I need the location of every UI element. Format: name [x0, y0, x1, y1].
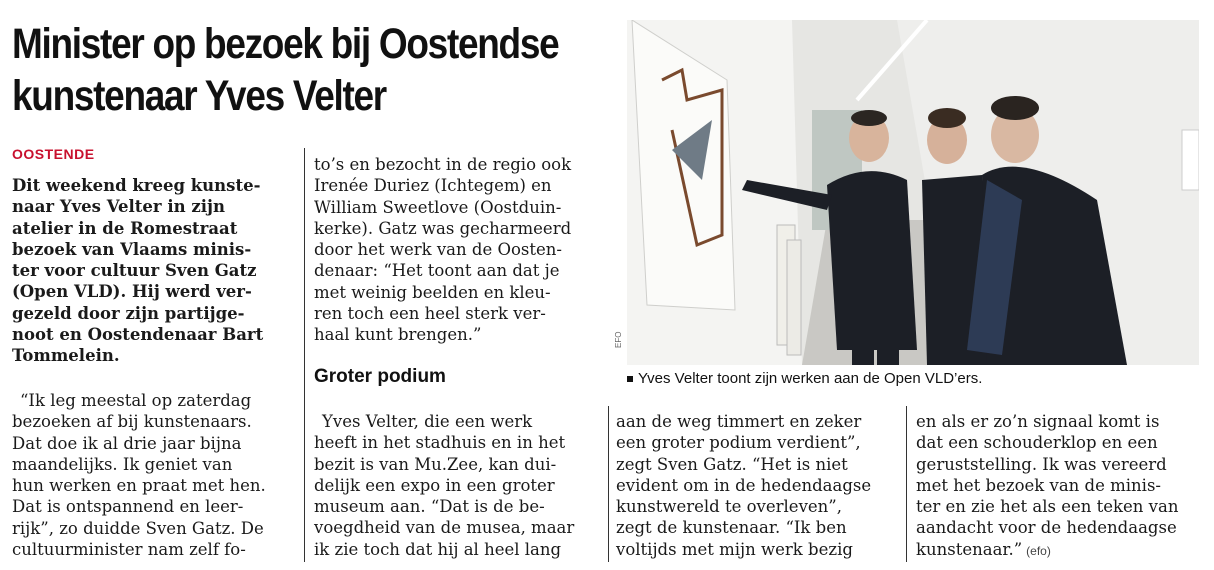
body-line: kunstwereld te overleven”,	[616, 497, 842, 517]
body-line: en als er zo’n signaal komt is	[916, 412, 1160, 431]
body-line: zegt Sven Gatz. “Het is niet	[616, 454, 848, 474]
body-line: museum aan. “Dat is de be-	[314, 497, 545, 517]
body-line: to’s en bezocht in de regio ook	[314, 155, 572, 174]
caption-text: Yves Velter toont zijn werken aan de Open VLD’ers.	[638, 370, 983, 387]
author-signature: (efo)	[1026, 543, 1051, 558]
article-column-2-bottom	[314, 411, 599, 560]
article-lead	[12, 175, 297, 367]
column-divider	[304, 148, 305, 562]
lead-line: Tommelein.	[12, 346, 120, 366]
lead-line: bezoek van Vlaams minis-	[12, 239, 252, 259]
body-line: dat een schouderklop en een	[916, 433, 1158, 453]
body-line-last	[916, 539, 1201, 562]
photo-illustration	[627, 20, 1199, 365]
section-subhead: Groter podium	[314, 366, 446, 387]
lead-line: Dit weekend kreeg kunste-	[12, 176, 261, 195]
body-line: Dat doe ik al drie jaar bijna	[12, 433, 242, 453]
lead-line: ter voor cultuur Sven Gatz	[12, 261, 257, 281]
body-line: denaar: “Het toont aan dat je	[314, 261, 560, 281]
body-line: met het bezoek van de minis-	[916, 475, 1161, 495]
body-line: kerke). Gatz was gecharmeerd	[314, 218, 572, 238]
lead-line: (Open VLD). Hij werd ver-	[12, 282, 252, 302]
lead-line: atelier in de Romestraat	[12, 218, 238, 238]
article-column-1	[12, 390, 297, 560]
body-line: voegdheid van de musea, maar	[314, 518, 575, 538]
photo-credit: EFO	[614, 331, 623, 348]
body-line: ik zie toch dat hij al heel lang	[314, 539, 562, 559]
body-line: Irenée Duriez (Ichtegem) en	[314, 176, 552, 196]
article-column-2-top	[314, 154, 599, 346]
lead-line: noot en Oostendenaar Bart	[12, 325, 264, 345]
column-divider	[906, 406, 907, 562]
lead-line: gezeld door zijn partijge-	[12, 303, 245, 323]
article-headline	[12, 18, 559, 122]
photo-caption	[627, 370, 982, 387]
body-line: ter en zie het als een teken van	[916, 497, 1179, 517]
article-photo	[627, 20, 1199, 365]
body-line: bezoeken af bij kunstenaars.	[12, 412, 252, 432]
headline-line: Minister op bezoek bij Oostendse	[12, 20, 559, 68]
body-line: aandacht voor de hedendaagse	[916, 518, 1177, 538]
body-line: Yves Velter, die een werk	[322, 412, 533, 431]
body-line: heeft in het stadhuis en in het	[314, 433, 566, 453]
article-column-3	[616, 411, 901, 560]
body-line: cultuurminister nam zelf fo-	[12, 540, 246, 560]
body-line: Dat is ontspannend en leer-	[12, 497, 244, 517]
body-line: ren toch een heel sterk ver-	[314, 304, 546, 324]
column-divider	[608, 406, 609, 562]
body-line: door het werk van de Oosten-	[314, 240, 562, 260]
body-line: rijk”, zo duidde Sven Gatz. De	[12, 518, 264, 538]
headline-line: kunstenaar Yves Velter	[12, 72, 386, 120]
body-line: “Ik leg meestal op zaterdag	[20, 391, 252, 410]
body-line: William Sweetlove (Oostduin-	[314, 197, 562, 217]
body-line: delijk een expo in een groter	[314, 475, 555, 495]
body-line: met weinig beelden en kleu-	[314, 282, 551, 302]
article-column-4	[916, 411, 1201, 562]
body-text: kunstenaar.”	[916, 539, 1023, 559]
body-line: zegt de kunstenaar. “Ik ben	[616, 518, 847, 538]
body-line: maandelijks. Ik geniet van	[12, 454, 233, 474]
body-line: hun werken en praat met hen.	[12, 476, 266, 496]
body-line: voltijds met mijn werk bezig	[616, 539, 853, 559]
body-line: haal kunt brengen.”	[314, 325, 482, 345]
body-line: aan de weg timmert en zeker	[616, 412, 862, 431]
caption-bullet-icon	[627, 376, 633, 382]
body-line: bezit is van Mu.Zee, kan dui-	[314, 454, 557, 474]
location-kicker: OOSTENDE	[12, 146, 95, 162]
lead-line: naar Yves Velter in zijn	[12, 197, 225, 217]
body-line: een groter podium verdient”,	[616, 433, 861, 453]
body-line: geruststelling. Ik was vereerd	[916, 454, 1167, 474]
body-line: evident om in de hedendaagse	[616, 475, 872, 495]
